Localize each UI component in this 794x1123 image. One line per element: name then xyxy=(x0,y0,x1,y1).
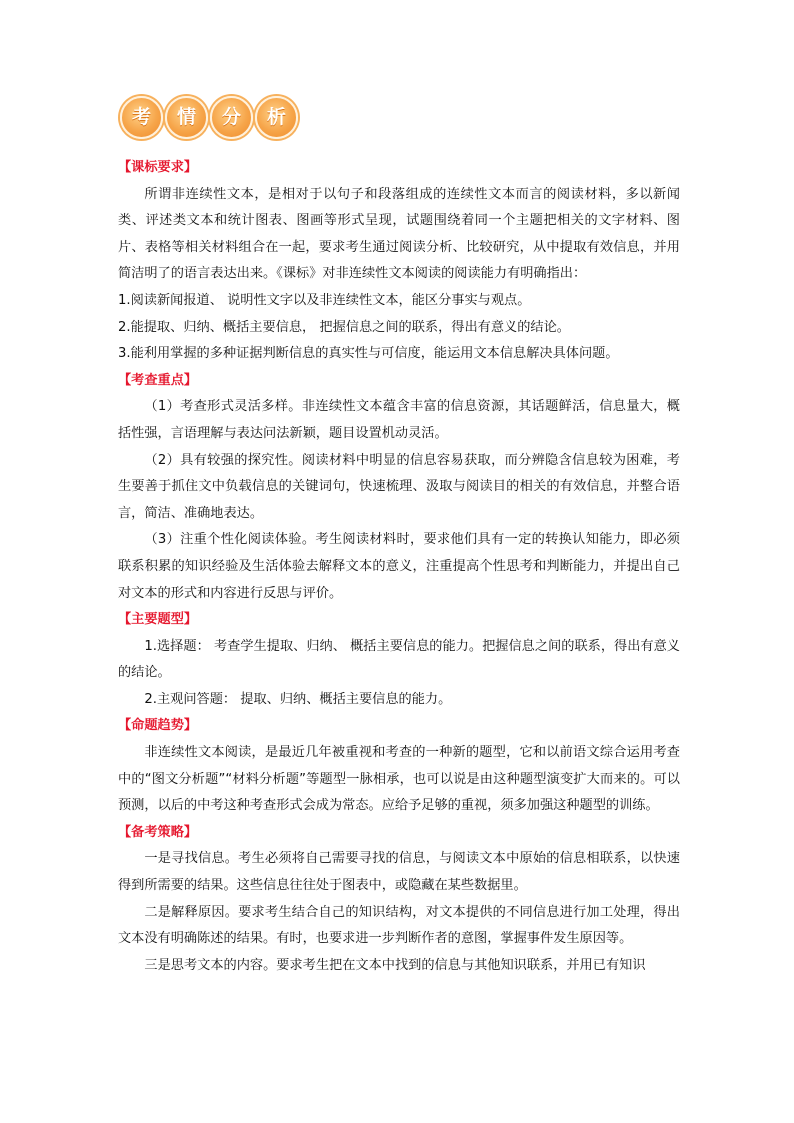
section-title-zhuyao-tixing: 【主要题型】 xyxy=(118,612,198,628)
paragraph: （2）具有较强的探究性。阅读材料中明显的信息容易获取，而分辨隐含信息较为困难，考生要善于抓住文中负载信息的关键词句，快速梳理、汲取与阅读目的相关的有效信息，并整合语言，简洁、准确地表达。 xyxy=(118,452,680,521)
banner-badge xyxy=(210,96,253,139)
paragraph: （1）考查形式灵活多样。非连续性文本蕴含丰富的信息资源，其话题鲜活，信息量大，概括性强，言语理解与表达问法新颖，题目设置机动灵活。 xyxy=(118,399,680,441)
list-item: 3.能利用掌握的多种证据判断信息的真实性与可信度，能运用文本信息解决具体问题。 xyxy=(118,346,619,362)
paragraph: 二是解释原因。要求考生结合自己的知识结构，对文本提供的不同信息进行加工处理，得出文本没有明确陈述的结果。有时，也要求进一步判断作者的意图，掌握事件发生原因等。 xyxy=(118,904,680,947)
banner-char: 考 xyxy=(131,105,151,128)
section-title-kebiao-yaoqiu: 【课标要求】 xyxy=(118,160,198,175)
section-title-mingti-qushi: 【命题趋势】 xyxy=(118,718,198,734)
banner-badge xyxy=(165,96,208,139)
section-title-kaocha-zhongdian: 【考查重点】 xyxy=(118,372,198,388)
banner-char: 情 xyxy=(176,105,196,128)
section-banner-kaoqing-fenxi xyxy=(120,96,300,138)
paragraph: 非连续性文本阅读，是最近几年被重视和考查的一种新的题型，它和以前语文综合运用考查中的“图文分析题”“材料分析题”等题型一脉相承，也可以说是由这种题型演变扩大而来的。可以预测，以后的中考这种考查形式会成为常态。应给予足够的重视，须多加强这种题型的训练。 xyxy=(118,745,680,814)
banner-badge xyxy=(255,96,298,139)
paragraph: 一是寻找信息。考生必须将自己需要寻找的信息，与阅读文本中原始的信息相联系，以快速得到所需要的结果。这些信息往往处于图表中，或隐藏在某些数据里。 xyxy=(118,851,680,894)
document-body xyxy=(118,155,680,979)
list-item: 1.选择题： 考查学生提取、归纳、 概括主要信息的能力。把握信息之间的联系，得出有意义的结论。 xyxy=(118,638,680,681)
list-item: 1.阅读新闻报道、 说明性文字以及非连续性文本，能区分事实与观点。 xyxy=(118,292,531,308)
paragraph: （3）注重个性化阅读体验。考生阅读材料时，要求他们具有一定的转换认知能力，即必须联系积累的知识经验及生活体验去解释文本的意义，注重提高个性思考和判断能力，并提出自己对文本的形式和内容进行反思与评价。 xyxy=(118,532,680,601)
list-item: 2.主观问答题： 提取、归纳、概括主要信息的能力。 xyxy=(144,691,452,707)
banner-badge xyxy=(120,96,163,139)
banner-char: 分 xyxy=(221,105,241,128)
section-title-beikao-celue: 【备考策略】 xyxy=(118,824,198,840)
paragraph: 三是思考文本的内容。要求考生把在文本中找到的信息与其他知识联系，并用已有知识 xyxy=(144,957,646,973)
banner-char: 析 xyxy=(266,105,286,128)
list-item: 2.能提取、归纳、概括主要信息， 把握信息之间的联系，得出有意义的结论。 xyxy=(118,319,570,335)
paragraph: 所谓非连续性文本，是相对于以句子和段落组成的连续性文本而言的阅读材料，多以新闻类、评述类文本和统计图表、图画等形式呈现，试题围绕着同一个主题把相关的文字材料、图片、表格等相关材料组合在一起，要求考生通过阅读分析、比较研究，从中提取有效信息，并用简洁明了的语言表达出来。《课标》对非连续性文本阅读的阅读能力有明确指出： xyxy=(118,186,680,282)
